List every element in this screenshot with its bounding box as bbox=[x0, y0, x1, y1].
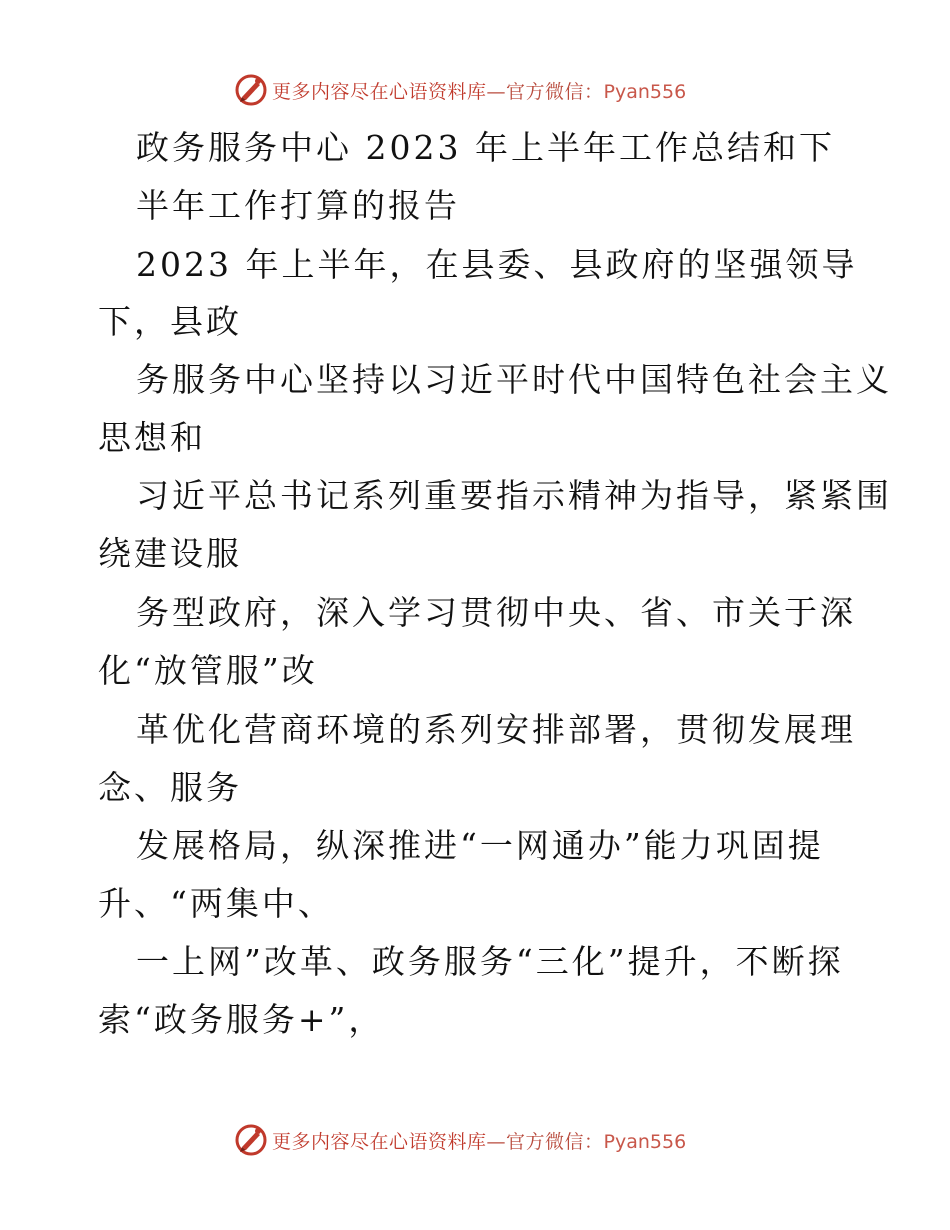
red-pen-circle-logo-icon bbox=[234, 73, 268, 107]
paragraph-line: 念、服务 bbox=[98, 768, 242, 807]
watermark-wechat-label: —官方微信： bbox=[486, 80, 604, 103]
paragraph-line: 习近平总书记系列重要指示精神为指导，紧紧围 bbox=[136, 476, 892, 515]
paragraph-line: 一上网”改革、政务服务“三化”提升，不断探 bbox=[136, 942, 844, 981]
paragraph-line: 索“政务服务+”， bbox=[98, 1000, 385, 1039]
footer-watermark-inner bbox=[234, 1122, 686, 1158]
paragraph-line: 升、“两集中、 bbox=[98, 884, 334, 923]
watermark-wechat-label: —官方微信： bbox=[486, 1130, 604, 1153]
footer-watermark bbox=[0, 1120, 950, 1160]
red-pen-circle-logo-icon bbox=[234, 1123, 268, 1157]
paragraph-line: 思想和 bbox=[98, 418, 206, 457]
paragraph-line: 务服务中心坚持以习近平时代中国特色社会主义 bbox=[136, 360, 892, 399]
document-title-line-2: 半年工作打算的报告 bbox=[136, 186, 460, 225]
watermark-account: Pyan556 bbox=[603, 80, 687, 103]
header-watermark-inner bbox=[234, 72, 686, 108]
header-watermark bbox=[0, 70, 950, 110]
paragraph-line: 革优化营商环境的系列安排部署，贯彻发展理 bbox=[136, 710, 856, 749]
paragraph-line: 务型政府，深入学习贯彻中央、省、市关于深 bbox=[136, 593, 856, 632]
watermark-site-text: 更多内容尽在心语资料库 bbox=[272, 80, 487, 103]
document-title-line-1: 政务服务中心 2023 年上半年工作总结和下 bbox=[136, 128, 835, 167]
paragraph-line: 发展格局，纵深推进“一网通办”能力巩固提 bbox=[136, 826, 824, 865]
paragraph-line: 下，县政 bbox=[98, 302, 242, 341]
paragraph-line: 绕建设服 bbox=[98, 534, 242, 573]
paragraph-line: 2023 年上半年，在县委、县政府的坚强领导 bbox=[136, 245, 858, 284]
watermark-site-text: 更多内容尽在心语资料库 bbox=[272, 1130, 487, 1153]
paragraph-line: 化“放管服”改 bbox=[98, 651, 318, 690]
header-watermark-text bbox=[272, 77, 686, 104]
footer-watermark-text bbox=[272, 1127, 686, 1154]
watermark-account: Pyan556 bbox=[603, 1130, 687, 1153]
